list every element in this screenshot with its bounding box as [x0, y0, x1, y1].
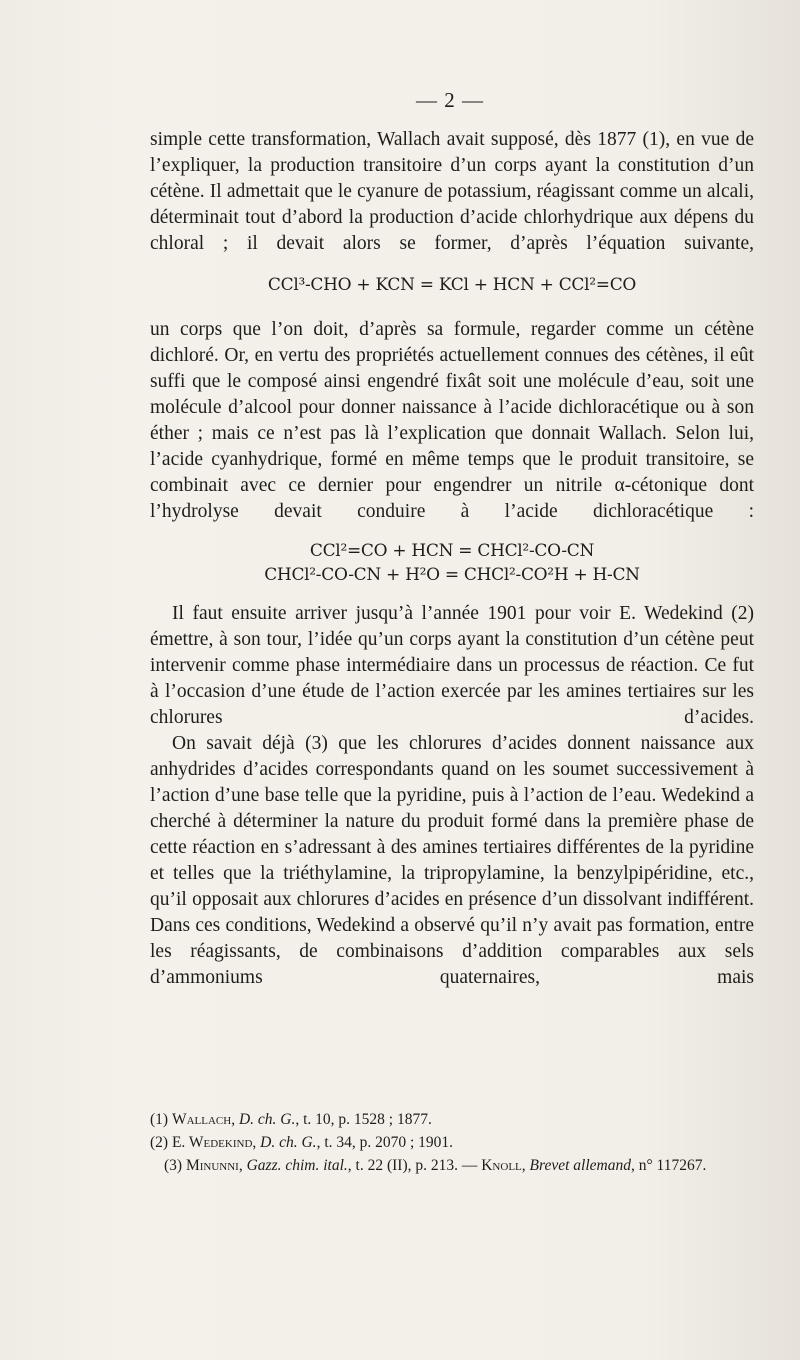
paragraph-1: simple cette transformation, Wallach avait supposé, dès 1877 (1), en vue de l’expliquer, la production transitoire d’un corps ayant la constitution d’un cétène. Il admettait que le cyanure de potassium, réagissant comme un alcali, déterminait tout d’abord la production d’acide chlorhydrique aux dépens du chloral ; il devait alors se former, d’après l’équation suivante, [150, 129, 754, 254]
footnote-journal: D. ch. G. [238, 1111, 296, 1128]
footnote-reference: , t. 22 (II), p. 213. — [347, 1157, 482, 1174]
footnote-journal: D. ch. G. [260, 1134, 317, 1151]
equation-block-1 [150, 273, 754, 297]
footnotes [150, 1108, 754, 1177]
page-number: — 2 — [416, 88, 484, 112]
footnote-1: (1) Wallach, D. ch. G., t. 10, p. 1528 ; 1877. [150, 1111, 432, 1128]
footnote-journal: Gazz. chim. ital. [246, 1157, 348, 1174]
paragraph-2: un corps que l’on doit, d’après sa formule, regarder comme un cétène dichloré. Or, en vertu des propriétés actuellement connues des cétènes, il eût suffi que le composé ainsi engendré fixât soit une molécule d’eau, soit une molécule d’alcool pour donner naissance à l’acide dichloracétique ou à son éther ; mais ce n’est pas là l’explication que donnait Wallach. Selon lui, l’acide cyanhydrique, formé en même temps que le produit transitoire, se combinait avec ce dernier pour engendrer un nitrile α-cétonique dont l’hydrolyse devait conduire à l’acide dichloracétique : [150, 319, 754, 522]
footnote-reference: , t. 34, p. 2070 ; 1901. [316, 1134, 454, 1151]
footnote-reference: , t. 10, p. 1528 ; 1877. [295, 1111, 432, 1128]
paragraph-3: Il faut ensuite arriver jusqu’à l’année 1901 pour voir E. Wedekind (2) émettre, à son tour, l’idée qu’un corps ayant la constitution d’un cétène peut intervenir comme phase intermédiaire dans un processus de réaction. Ce fut à l’occasion d’une étude de l’action exercée par les amines tertiaires sur les chlorures d’acides. [150, 603, 754, 728]
footnote-mark: (2) [150, 1134, 169, 1151]
footnote-patent-number: , n° 117267. [630, 1157, 707, 1174]
footnote-author: E. Wedekind [171, 1134, 253, 1151]
equation-3: CHCl²-CO-CN + H²O = CHCl²-CO²H + H-CN [264, 565, 640, 585]
footnote-patent: Brevet allemand [529, 1157, 631, 1174]
equation-2: CCl²=CO + HCN = CHCl²-CO-CN [309, 541, 595, 561]
paragraph-4: On savait déjà (3) que les chlorures d’acides donnent naissance aux anhydrides d’acides correspondants quand on les soumet successivement à l’action d’une base telle que la pyridine, puis à l’action de l’eau. Wedekind a cherché à déterminer la nature du produit formé dans la première phase de cette réaction en s’adressant à des amines tertiaires différentes de la pyridine et telles que la triéthylamine, la tripropylamine, la benzylpipéridine, etc., qu’il opposait aux chlorures d’acides en présence d’un dissolvant indifférent. Dans ces conditions, Wedekind a observé qu’il n’y avait pas formation, entre les réagissants, de combinaisons d’addition comparables aux sels d’ammoniums quaternaires, mais [150, 733, 754, 988]
body-text [150, 127, 754, 991]
equation-1: CCl³-CHO + KCN = KCl + HCN + CCl²=CO [267, 275, 637, 295]
footnote-author: Wallach [171, 1111, 232, 1128]
footnote-author-2: Knoll [481, 1157, 522, 1174]
footnote-mark: (3) [164, 1157, 183, 1174]
equation-block-2 [150, 539, 754, 587]
footnote-3: (3) Minunni, Gazz. chim. ital., t. 22 (II), p. 213. — Knoll, Brevet allemand, n° 117267. [164, 1157, 707, 1174]
footnote-mark: (1) [150, 1111, 169, 1128]
footnote-2: (2) E. Wedekind, D. ch. G., t. 34, p. 2070 ; 1901. [150, 1134, 454, 1151]
footnote-author: Minunni [185, 1157, 239, 1174]
